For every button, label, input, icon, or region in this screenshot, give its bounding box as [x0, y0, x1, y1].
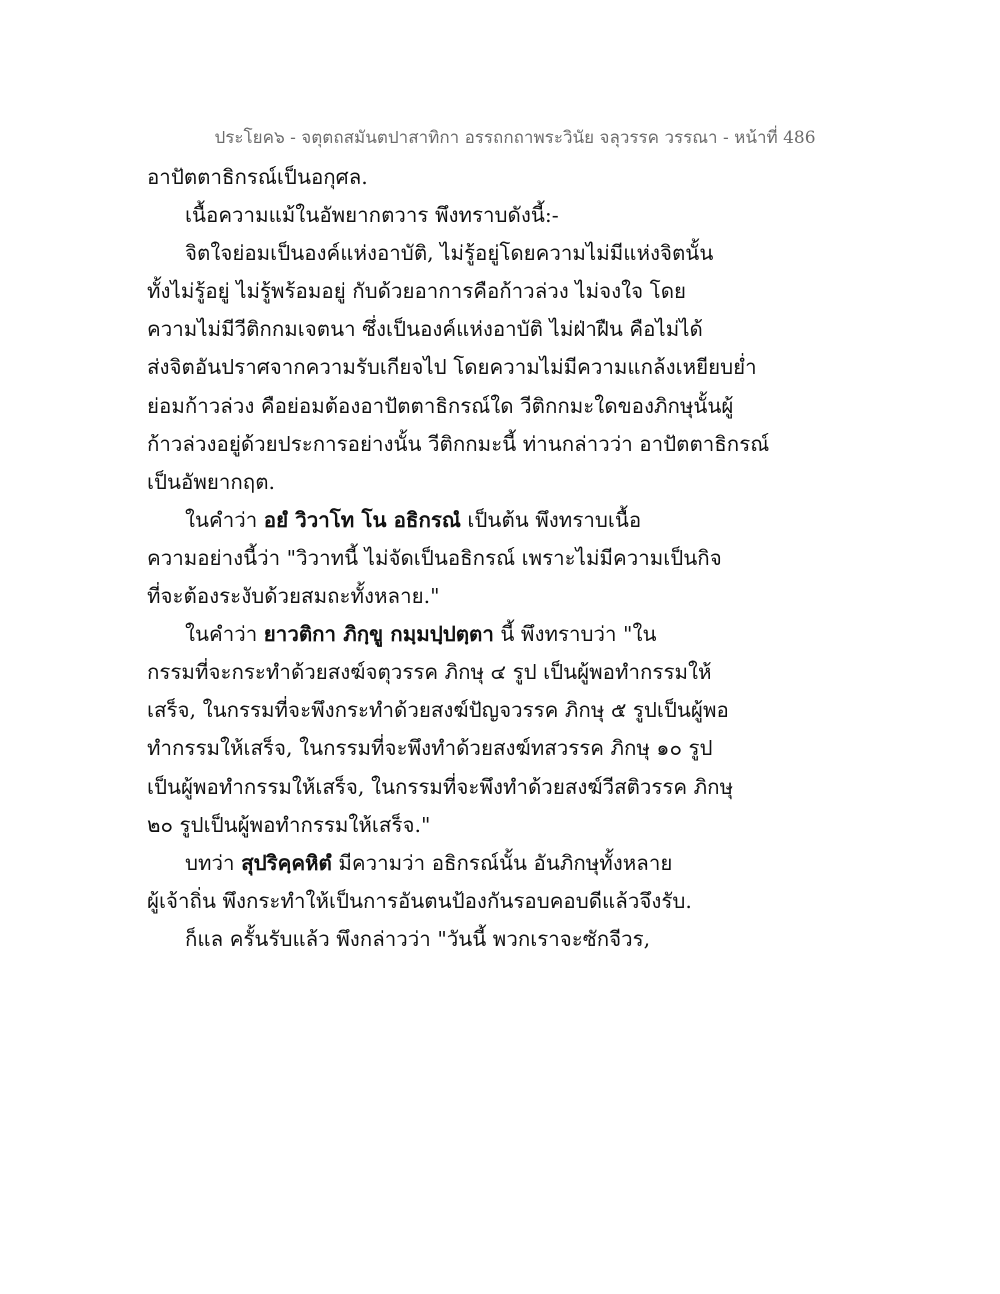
- pali-term: ยาวติกา ภิกฺขู กมฺมปฺปตฺตา: [263, 622, 494, 647]
- running-header: ประโยค๖ - จตุตถสมันตปาสาทิกา อรรถกถาพระวินัย จลุวรรค วรรณา - หน้าที่ 486: [214, 128, 816, 148]
- document-body: [147, 158, 770, 958]
- text-line: ส่งจิตอันปราศจากความรับเกียจไป โดยความไม่มีความแกล้งเหยียบย่ำ: [147, 355, 757, 380]
- text-line: ย่อมก้าวล่วง คือย่อมต้องอาปัตตาธิกรณ์ใด วีติกกมะใดของภิกษุนั้นผู้: [147, 393, 734, 418]
- trail-text: เป็นต้น พึงทราบเนื้อ: [460, 507, 642, 532]
- text-line: [147, 501, 747, 539]
- text-line: อาปัตตาธิกรณ์เป็นอกุศล.: [147, 165, 368, 189]
- text-line: ก้าวล่วงอยู่ด้วยประการอย่างนั้น วีติกกมะนี้ ท่านกล่าวว่า อาปัตตาธิกรณ์: [147, 431, 770, 456]
- text-line: ความไม่มีวีติกกมเจตนา ซึ่งเป็นองค์แห่งอาบัติ ไม่ฝ่าฝืน คือไม่ได้: [147, 317, 703, 342]
- pali-term: อยํ วิวาโท โน อธิกรณํ: [263, 507, 461, 532]
- lead-text: ในคำว่า: [185, 622, 264, 647]
- trail-text: นี้ พึงทราบว่า "ใน: [493, 622, 657, 647]
- text-line: ทั้งไม่รู้อยู่ ไม่รู้พร้อมอยู่ กับด้วยอาการคือก้าวล่วง ไม่จงใจ โดย: [147, 279, 687, 304]
- text-line: จิตใจย่อมเป็นองค์แห่งอาบัติ, ไม่รู้อยู่โดยความไม่มีแห่งจิตนั้น: [185, 241, 714, 266]
- text-line: เป็นอัพยากฤต.: [147, 469, 276, 494]
- text-line: เสร็จ, ในกรรมที่จะพึงกระทำด้วยสงฆ์ปัญจวรรค ภิกษุ ๕ รูปเป็นผู้พอ: [147, 698, 729, 723]
- text-line: กรรมที่จะกระทำด้วยสงฆ์จตุวรรค ภิกษุ ๔ รูป เป็นผู้พอทำกรรมให้: [147, 660, 712, 685]
- pali-term: สุปริคฺคหิตํ: [241, 850, 332, 875]
- text-line: [147, 844, 747, 882]
- lead-text: บทว่า: [185, 850, 242, 875]
- text-line: ๒๐ รูปเป็นผู้พอทำกรรมให้เสร็จ.": [147, 812, 431, 837]
- text-line: ผู้เจ้าถิ่น พึงกระทำให้เป็นการอันตนป้องกันรอบคอบดีแล้วจึงรับ.: [147, 888, 692, 913]
- text-line: [147, 615, 747, 653]
- text-line: ก็แล ครั้นรับแล้ว พึงกล่าวว่า "วันนี้ พวกเราจะซักจีวร,: [185, 926, 651, 951]
- trail-text: มีความว่า อธิกรณ์นั้น อันภิกษุทั้งหลาย: [331, 850, 673, 875]
- text-line: ทำกรรมให้เสร็จ, ในกรรมที่จะพึงทำด้วยสงฆ์ทสวรรค ภิกษุ ๑๐ รูป: [147, 736, 713, 761]
- text-line: ความอย่างนี้ว่า "วิวาทนี้ ไม่จัดเป็นอธิกรณ์ เพราะไม่มีความเป็นกิจ: [147, 545, 722, 570]
- text-line: เป็นผู้พอทำกรรมให้เสร็จ, ในกรรมที่จะพึงทำด้วยสงฆ์วีสติวรรค ภิกษุ: [147, 774, 734, 799]
- text-line: ที่จะต้องระงับด้วยสมถะทั้งหลาย.": [147, 584, 440, 609]
- lead-text: ในคำว่า: [185, 507, 264, 532]
- text-line: เนื้อความแม้ในอัพยากตวาร พึงทราบดังนี้:-: [185, 203, 559, 228]
